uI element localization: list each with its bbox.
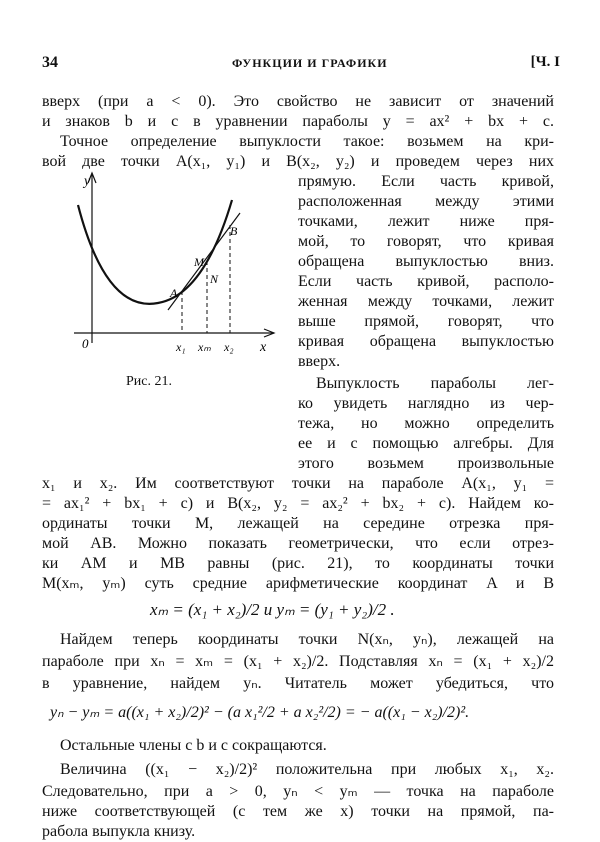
tick-label-x2: x₂ <box>224 340 234 354</box>
text-line: расположенная между этими <box>298 193 554 210</box>
text-line: кривая обращена выпуклостью <box>298 333 554 350</box>
point-label-b: B <box>230 224 238 238</box>
text-line: параболе при xₙ = xₘ = (x₁ + x₂)/2. Подставляя xₙ = (x₁ + x₂)/2 <box>42 653 554 670</box>
text-line: рабола выпукла книзу. <box>42 823 196 840</box>
text-line: ки AM и MB равны (рис. 21), то координаты точки <box>42 555 554 572</box>
text-line: Найдем теперь координаты точки N(xₙ, yₙ), лежащей на <box>60 631 554 648</box>
text-line: Выпуклость параболы лег- <box>316 375 554 392</box>
chapter-label: [Ч. I <box>530 54 560 70</box>
text-line: тежа, но можно определить <box>298 415 554 432</box>
text-line: обращена выпуклостью вниз. <box>298 253 554 270</box>
text-line: ниже соответствующей (с тем же x) точки на прямой, па- <box>42 803 554 820</box>
text-line: мой AB. Можно показать геометрически, что если отрез- <box>42 535 554 552</box>
point-label-m: M <box>194 255 204 269</box>
tick-label-xm: xₘ <box>198 340 211 354</box>
axis-label-x: x <box>260 340 267 355</box>
text-line: Если часть кривой, располо- <box>298 273 554 290</box>
text-line: точками, лежит ниже пря- <box>298 213 554 230</box>
text-line: вверх. <box>298 353 341 370</box>
origin-label: 0 <box>82 336 89 351</box>
text-line: вверх (при a < 0). Это свойство не зависит от значений <box>42 93 554 110</box>
text-line: и знаков b и c в уравнении параболы y = ax² + bx + c. <box>42 113 554 130</box>
formula-midpoint: xₘ = (x₁ + x₂)/2 и yₘ = (y₁ + y₂)/2 . <box>150 600 395 619</box>
text-line: x₁ и x₂. Им соответствуют точки на параболе A(x₁, y₁ = <box>42 475 554 492</box>
text-line: ее и с помощью алгебры. Для <box>298 435 554 452</box>
figure-caption: Рис. 21. <box>126 374 172 389</box>
tick-label-x1: x₁ <box>176 340 186 354</box>
point-label-n: N <box>210 272 219 286</box>
text-line: Величина ((x₁ − x₂)/2)² положительна при любых x₁, x₂. <box>60 761 554 778</box>
text-line: этого возьмем произвольные <box>298 455 554 472</box>
running-title: ФУНКЦИИ И ГРАФИКИ <box>232 56 388 70</box>
parabola-curve <box>78 200 232 304</box>
figure-21 <box>44 165 294 390</box>
parabola-diagram <box>44 165 294 390</box>
text-line: вой две точки A(x₁, y₁) и B(x₂, y₂) и проведем через них <box>42 153 554 170</box>
axis-label-y: y <box>84 174 91 189</box>
formula-difference: yₙ − yₘ = a((x₁ + x₂)/2)² − (a x₁²/2 + a x₂²/2) = − a((x₁ − x₂)/2)². <box>50 704 470 721</box>
text-line: мой, то говорят, что кривая <box>298 233 554 250</box>
text-line: Остальные члены с b и c сокращаются. <box>60 737 327 754</box>
point-label-a: A <box>170 286 178 300</box>
text-line: выше прямой, говорят, что <box>298 313 554 330</box>
text-line: = ax₁² + bx₁ + c) и B(x₂, y₂ = ax₂² + bx₂ + c). Найдем ко- <box>42 495 554 512</box>
text-line: ординаты точки M, лежащей на середине отрезка пря- <box>42 515 554 532</box>
running-head <box>42 54 560 76</box>
text-line: прямую. Если часть кривой, <box>298 173 554 190</box>
text-line: в уравнение, найдем yₙ. Читатель может убедиться, что <box>42 675 554 692</box>
page-number: 34 <box>42 54 58 71</box>
text-line: Следовательно, при a > 0, yₙ < yₘ — точка на параболе <box>42 783 554 800</box>
text-line: M(xₘ, yₘ) суть средние арифметические координат A и B <box>42 575 554 592</box>
text-line: женная между точками, лежит <box>298 293 554 310</box>
text-line: Точное определение выпуклости такое: возьмем на кри- <box>60 133 554 150</box>
text-line: ко увидеть наглядно из чер- <box>298 395 554 412</box>
